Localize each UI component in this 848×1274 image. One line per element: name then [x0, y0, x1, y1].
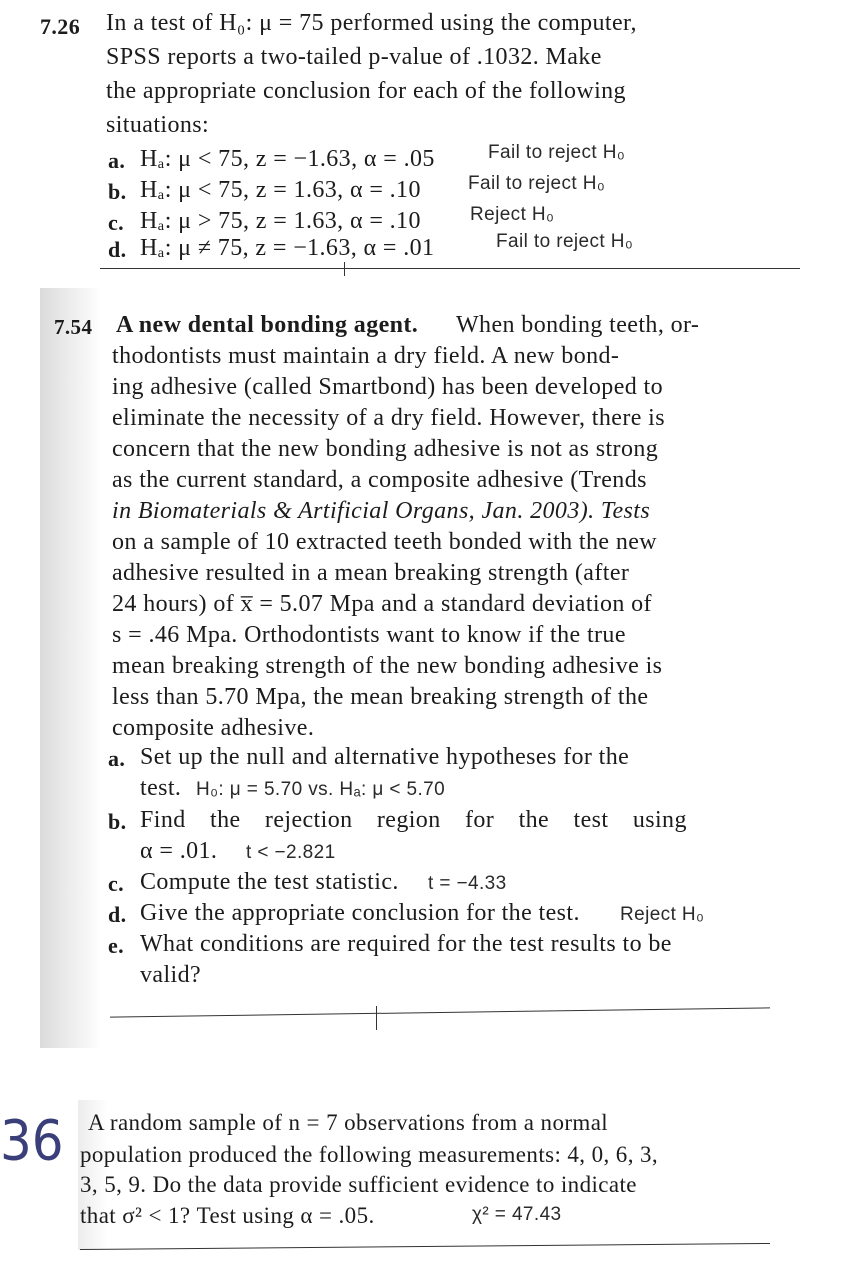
problem-text-line: s = .46 Mpa. Orthodontists want to know if the true — [112, 622, 626, 648]
divider-tick — [344, 262, 345, 276]
part-text: Give the appropriate conclusion for the test. — [140, 900, 580, 926]
handwritten-answer: Fail to reject H₀ — [496, 231, 634, 252]
problem-text-line: on a sample of 10 extracted teeth bonded with the new — [112, 529, 658, 555]
part-text: Hₐ: μ < 75, z = 1.63, α = .10 — [140, 177, 421, 203]
problem-text-line: concern that the new bonding adhesive is not as strong — [112, 436, 659, 462]
part-label: b. — [108, 809, 127, 834]
part-label: e. — [108, 933, 125, 958]
handwritten-answer: χ² = 47.43 — [472, 1204, 562, 1225]
divider-tick — [376, 1006, 377, 1030]
handwritten-answer: t = −4.33 — [428, 873, 507, 894]
problem-text-line: less than 5.70 Mpa, the mean breaking strength of the — [112, 684, 649, 710]
problem-7-54 — [0, 300, 848, 1020]
problem-text-line: the appropriate conclusion for each of the following — [106, 78, 626, 104]
part-text: Hₐ: μ ≠ 75, z = −1.63, α = .01 — [140, 235, 435, 261]
problem-text-line: in Biomaterials & Artificial Organs, Jan. 2003). Tests — [112, 498, 651, 524]
problem-text-line: A random sample of n = 7 observations from a normal — [88, 1110, 609, 1135]
problem-text-line: 24 hours) of x̅ = 5.07 Mpa and a standard deviation of — [112, 591, 652, 617]
problem-title: A new dental bonding agent. — [116, 312, 419, 338]
problem-text-line: adhesive resulted in a mean breaking strength (after — [112, 560, 630, 586]
part-text: test. — [140, 775, 182, 801]
problem-text-line: eliminate the necessity of a dry field. However, there is — [112, 405, 665, 431]
part-text: Hₐ: μ < 75, z = −1.63, α = .05 — [140, 146, 435, 172]
part-label: b. — [108, 179, 127, 204]
part-label: c. — [108, 871, 125, 896]
part-text: Compute the test statistic. — [140, 869, 399, 895]
problem-number: 7.54 — [54, 315, 93, 339]
part-label: a. — [108, 746, 126, 771]
problem-text-line: thodontists must maintain a dry field. A new bond- — [112, 343, 620, 369]
handwritten-answer: Fail to reject H₀ — [468, 173, 606, 194]
part-text: What conditions are required for the test results to be — [140, 931, 672, 957]
problem-text-line: In a test of H₀: μ = 75 performed using the computer, — [106, 10, 637, 36]
divider-line — [100, 268, 800, 269]
problem-text-line: SPSS reports a two-tailed p-value of .1032. Make — [106, 44, 602, 70]
problem-text-line: as the current standard, a composite adhesive (Trends — [112, 467, 647, 493]
handwritten-answer: H₀: μ = 5.70 vs. Hₐ: μ < 5.70 — [196, 779, 446, 800]
handwritten-answer: Reject H₀ — [470, 204, 555, 225]
handwritten-answer: Reject H₀ — [620, 904, 705, 925]
problem-number: 7.26 — [40, 14, 81, 39]
problem-text-line: When bonding teeth, or- — [456, 312, 700, 338]
handwritten-answer: t < −2.821 — [246, 842, 336, 863]
problem-text-line: that σ² < 1? Test using α = .05. — [80, 1203, 375, 1228]
part-text: valid? — [140, 962, 202, 988]
part-text: Set up the null and alternative hypotheses for the — [140, 744, 630, 770]
problem-text-line: 3, 5, 9. Do the data provide sufficient evidence to indicate — [80, 1172, 637, 1197]
part-label: d. — [108, 902, 127, 927]
problem-chi-square — [0, 1100, 848, 1250]
handwritten-problem-number: 36 — [0, 1109, 64, 1173]
part-label: c. — [108, 210, 125, 235]
part-text: α = .01. — [140, 838, 218, 864]
part-text: Find the rejection region for the test using — [140, 807, 687, 833]
part-label: d. — [108, 237, 127, 262]
problem-text-line: mean breaking strength of the new bonding adhesive is — [112, 653, 663, 679]
handwritten-answer: Fail to reject H₀ — [488, 142, 626, 163]
problem-text-line: population produced the following measurements: 4, 0, 6, 3, — [80, 1142, 659, 1167]
problem-7-26 — [0, 0, 848, 280]
problem-text-line: situations: — [106, 112, 210, 138]
problem-text-line: composite adhesive. — [112, 715, 315, 741]
problem-text-line: ing adhesive (called Smartbond) has been developed to — [112, 374, 664, 400]
part-text: Hₐ: μ > 75, z = 1.63, α = .10 — [140, 208, 421, 234]
part-label: a. — [108, 148, 126, 173]
